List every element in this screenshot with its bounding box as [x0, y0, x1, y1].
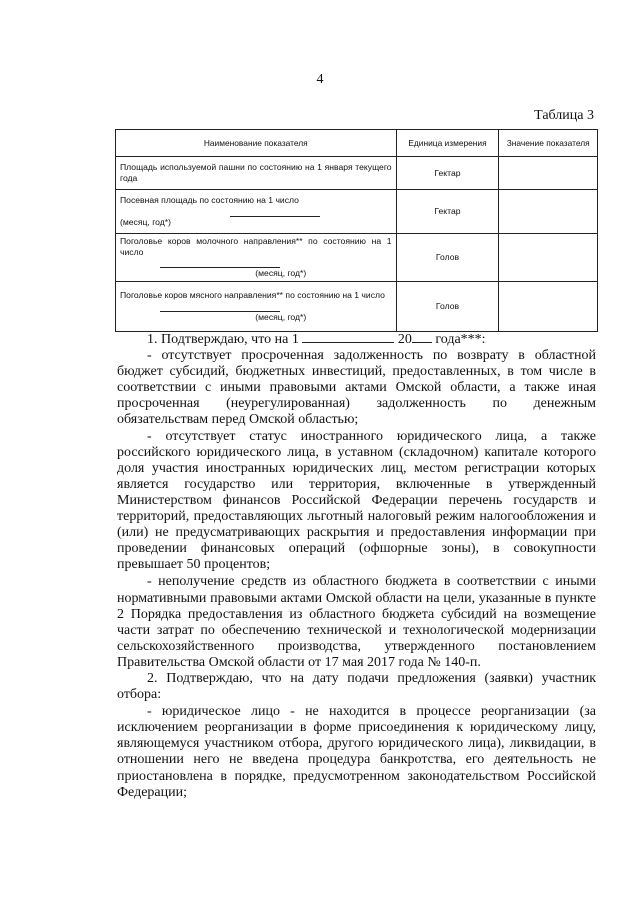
row-value-cell[interactable] [499, 157, 598, 190]
row-name-blank [120, 257, 392, 268]
paragraph-debt: - отсутствует просроченная задолженность по возврату в областной бюджет субсидий, бюджетных инвестиций, предоставленных, в том числе в соответствии с иными правовыми актами Омской области, а также иная просроченная (неурегулированная) задолженность по денежным обязательствам перед Омской областью; [117, 348, 596, 428]
row-name-sub: (месяц, год*) [255, 268, 307, 279]
row-name [116, 190, 397, 234]
header-indicator-name: Наименование показателя [116, 130, 397, 157]
row-unit: Голов [396, 234, 499, 282]
row-name: Площадь используемой пашни по состоянию на 1 января текущего года [116, 157, 397, 190]
indicators-table [115, 129, 598, 332]
row-name-text: Посевная площадь по состоянию на 1 число [120, 195, 299, 206]
row-unit: Гектар [396, 190, 499, 234]
row-unit: Гектар [396, 157, 499, 190]
row-name [116, 281, 397, 331]
row-name-blank [120, 206, 392, 217]
table-row [116, 157, 598, 190]
paragraph-no-funds: - неполучение средств из областного бюджета в соответствии с иными нормативными правовыми актами Омской области на цели, указанные в пункте 2 Порядка предоставления из областного бюджета субсидий на возмещение части затрат по обеспечению технической и технологической модернизации сельскохозяйственного производства, утвержденного постановлением Правительства Омской области от 17 мая 2017 года № 140-п. [117, 574, 596, 670]
document-body [117, 331, 596, 801]
table-row [116, 234, 598, 282]
row-name [116, 234, 397, 282]
row-unit: Голов [396, 281, 499, 331]
table-label: Таблица 3 [534, 108, 594, 123]
confirm1-year: 20 [397, 332, 412, 347]
row-name-sub: (месяц, год*) [120, 216, 171, 227]
row-value-cell[interactable] [499, 234, 598, 282]
row-value-cell[interactable] [499, 281, 598, 331]
row-name-sub: (месяц, год*) [255, 311, 307, 322]
row-value-cell[interactable] [499, 190, 598, 234]
header-value: Значение показателя [499, 130, 598, 157]
date-day-month-blank[interactable] [302, 331, 394, 343]
date-year-blank[interactable] [412, 331, 432, 343]
confirmation-2: 2. Подтверждаю, что на дату подачи предложения (заявки) участник отбора: [117, 670, 596, 703]
confirmation-1 [117, 331, 596, 348]
row-name-blank [120, 301, 392, 312]
table-row [116, 281, 598, 331]
table-header-row [116, 130, 598, 157]
page-number: 4 [316, 72, 324, 87]
confirm1-tail: года***: [435, 332, 486, 347]
row-name-text: Поголовье коров молочного направления** по состоянию на 1 число [120, 236, 392, 257]
table-row [116, 190, 598, 234]
paragraph-legal-entity: - юридическое лицо - не находится в процессе реорганизации (за исключением реорганизации в форме присоединения к юридическому лицу, являющемуся участником отбора, другого юридического лица), ликвидации, в отношении него не введена процедура банкротства, его деятельность не приостановлена в порядке, предусмотренном законодательством Российской Федерации; [117, 704, 596, 800]
confirm1-lead: 1. Подтверждаю, что на 1 [147, 332, 299, 347]
paragraph-foreign-status: - отсутствует статус иностранного юридического лица, а также российского юридического лица, в уставном (складочном) капитале которого доля участия иностранных юридических лиц, местом регистрации которых является государство или территория, включенные в утвержденный Министерством финансов Российской Федерации перечень государств и территорий, предоставляющих льготный налоговый режим налогообложения и (или) не предусматривающих раскрытия и предоставления информации при проведении финансовых операций (офшорные зоны), в совокупности превышает 50 процентов; [117, 428, 596, 573]
row-name-text: Поголовье коров мясного направления** по состоянию на 1 число [120, 290, 385, 301]
header-unit: Единица измерения [396, 130, 499, 157]
